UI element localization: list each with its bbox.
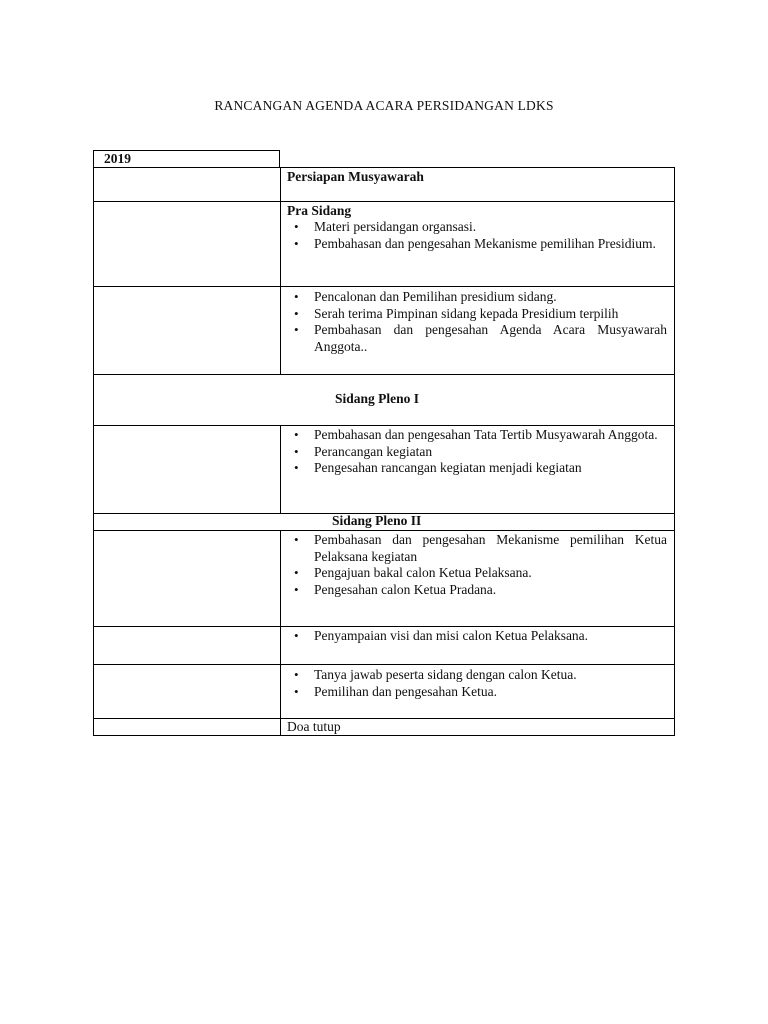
row-doa-left [93,718,281,736]
row-presidium-right [280,286,675,375]
row-pleno1-header [93,374,675,426]
list-item: • Pengesahan rancangan kegiatan menjadi kegiatan [287,460,667,477]
row-pleno2-left [93,530,281,627]
visi-list [287,628,667,645]
row-presidium-left [93,286,281,375]
row-tanya-left [93,664,281,719]
pleno2-heading: Sidang Pleno II [332,513,422,528]
persiapan-heading: Persiapan Musyawarah [287,169,424,184]
list-item: • Perancangan kegiatan [287,444,667,461]
list-item: • Pembahasan dan pengesahan Mekanisme pemilihan Ketua Pelaksana kegiatan [287,532,667,565]
list-item: • Materi persidangan organsasi. [287,219,667,236]
list-item: • Serah terima Pimpinan sidang kepada Presidium terpilih [287,306,667,323]
row-doa-right [280,718,675,736]
list-item: • Pembahasan dan pengesahan Mekanisme pemilihan Presidium. [287,236,667,253]
pleno1-heading: Sidang Pleno I [335,391,420,406]
list-item: • Pembahasan dan pengesahan Agenda Acara Musyawarah Anggota.. [287,322,667,355]
row-pleno2-header [93,513,675,531]
prasidang-heading: Pra Sidang [287,203,352,218]
list-item: • Pencalonan dan Pemilihan presidium sidang. [287,289,667,306]
row-persiapan-right [280,167,675,202]
row-tanya-right [280,664,675,719]
pleno2-list [287,532,667,598]
row-pleno2-right [280,530,675,627]
presidium-list [287,289,667,355]
list-item: • Penyampaian visi dan misi calon Ketua Pelaksana. [287,628,667,645]
list-item: • Pembahasan dan pengesahan Tata Tertib Musyawarah Anggota. [287,427,667,444]
pleno1-list [287,427,667,477]
row-pleno1-right [280,425,675,514]
list-item: • Pengajuan bakal calon Ketua Pelaksana. [287,565,667,582]
row-prasidang-right [280,201,675,287]
year-cell [93,150,280,168]
row-visi-left [93,626,281,665]
list-item: • Pengesahan calon Ketua Pradana. [287,582,667,599]
row-persiapan-left [93,167,281,202]
document-title: RANCANGAN AGENDA ACARA PERSIDANGAN LDKS [214,98,554,113]
tanya-list [287,667,667,700]
list-item: • Pemilihan dan pengesahan Ketua. [287,684,667,701]
year-label: 2019 [104,151,131,166]
row-visi-right [280,626,675,665]
row-pleno1-left [93,425,281,514]
list-item: • Tanya jawab peserta sidang dengan calon Ketua. [287,667,667,684]
prasidang-list [287,219,667,252]
row-prasidang-left [93,201,281,287]
doa-tutup-label: Doa tutup [287,719,341,734]
